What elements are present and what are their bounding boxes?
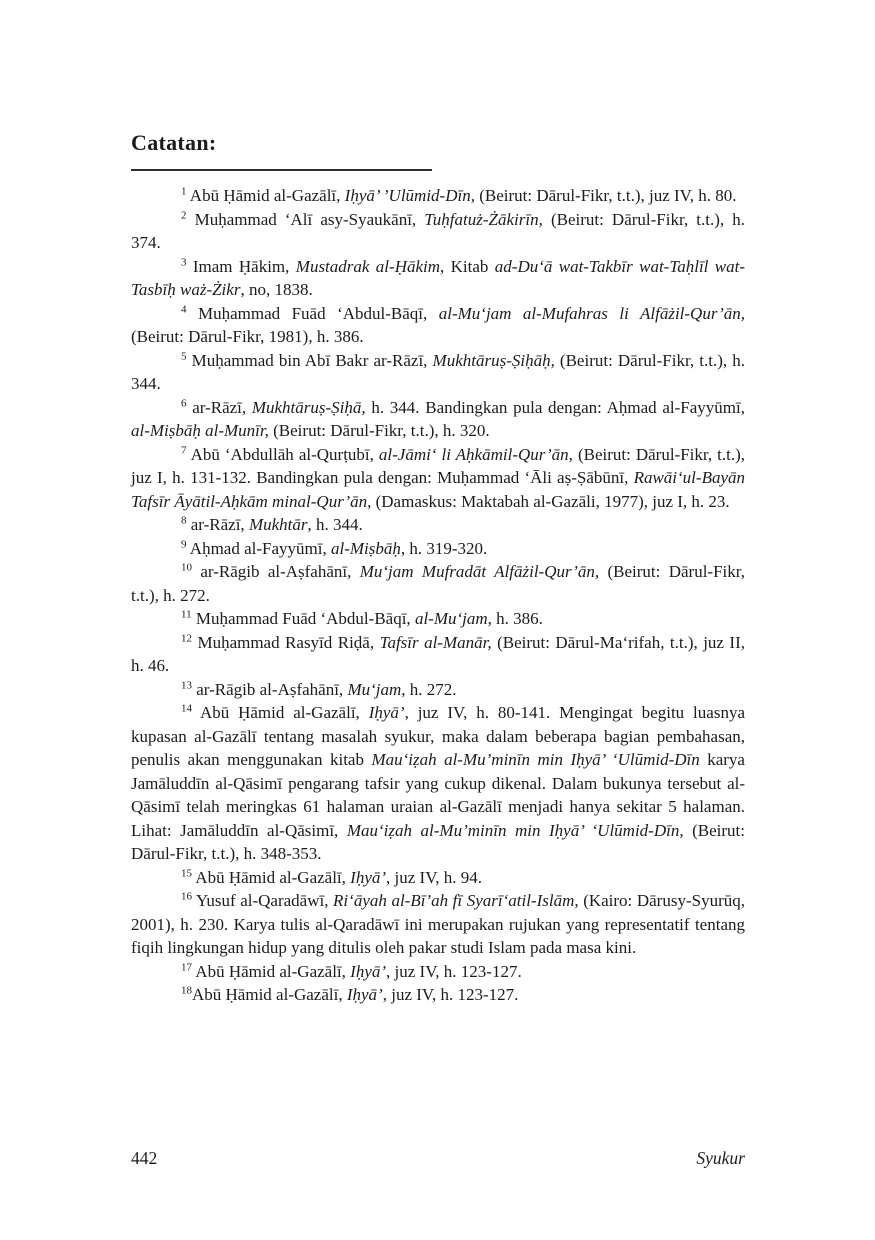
note-text: Abū Ḥāmid al-Gazālī, <box>192 867 351 887</box>
footnote-number: 14 <box>181 702 192 715</box>
footnote-number: 15 <box>181 866 192 879</box>
footnote-10 <box>131 560 745 607</box>
footnote-number: 5 <box>181 349 187 362</box>
work-title: Iḥyā’ ’Ulūmid-Dīn, <box>344 186 475 205</box>
footnote-15 <box>131 866 745 890</box>
work-title: al-Jāmi‘ li Aḥkāmil-Qur’ān, <box>378 444 573 464</box>
notes-heading: Catatan: <box>131 130 217 155</box>
note-text: , h. 344. <box>307 515 363 534</box>
note-text: , juz IV, h. 80-141. Mengingat begitu luasnya kupasan al-Gazālī tentang masalah syukur, maka dalam beberapa bagian pembahasan, penulis akan menggunakan kitab <box>131 703 745 769</box>
footnote-number: 7 <box>181 443 187 456</box>
note-text: ar-Rāgib al-Aṣfahānī, <box>192 679 348 699</box>
footnote-16 <box>131 889 745 960</box>
note-text: , juz IV, h. 94. <box>386 867 483 887</box>
work-title: Mustadrak al-Ḥākim <box>295 256 441 276</box>
work-title: Mu‘jam Mufradāt Alfāżil-Qur’ān, <box>359 562 600 581</box>
work-title: Mau‘iẓah al-Mu’minīn min Iḥyā’ ‘Ulūmid-Dīn, <box>346 820 684 840</box>
footnote-number: 13 <box>181 678 192 691</box>
work-title: Iḥyā’ <box>350 867 387 887</box>
footnote-number: 2 <box>181 208 187 221</box>
work-title: al-Mu‘jam <box>414 609 488 628</box>
footnote-number: 11 <box>181 608 192 621</box>
work-title: al-Miṣbāḥ <box>330 538 401 558</box>
work-title: al-Mu‘jam al-Mufahras li Alfāżil-Qur’ān, <box>438 303 745 323</box>
note-text: (Kairo: Dārusy-Syurūq, 2001), h. 230. Karya tulis al-Qaradāwī ini merupakan rujukan yang representatif tentang fiqih lingkungan hidup yang ditulis oleh pakar studi Islam pada masa kini. <box>131 891 745 957</box>
note-text: Muḥammad Rasyīd Riḍā, <box>192 632 380 652</box>
note-text: ar-Rāzī, <box>186 397 252 417</box>
note-text: (Beirut: Dārul-Fikr, t.t.), h. 374. <box>131 209 745 252</box>
work-title: Mukhtāruṣ-Ṣiḥā, <box>251 397 366 417</box>
footnote-number: 17 <box>181 960 192 973</box>
work-title: Mau‘iẓah al-Mu’minīn min Iḥyā’ ‘Ulūmid-Dīn <box>371 750 700 769</box>
note-text: Abū Ḥāmid al-Gazālī, <box>192 985 347 1004</box>
footnote-6 <box>131 396 745 443</box>
note-text: h. 344. Bandingkan pula dengan: Aḥmad al-Fayyūmī, <box>365 397 746 417</box>
footnote-number: 9 <box>181 537 187 550</box>
notes-section <box>131 130 745 1007</box>
footnote-17 <box>131 960 745 984</box>
work-title: Rawāi‘ul-Bayān Tafsīr Āyātil-Aḥkām minal-Qur’ān, <box>131 468 745 511</box>
running-title: Syukur <box>696 1148 745 1168</box>
work-title: Mukhtār <box>248 515 308 534</box>
page-number: 442 <box>131 1148 158 1168</box>
note-text: (Damaskus: Maktabah al-Gazāli, 1977), juz I, h. 23. <box>371 491 730 511</box>
footnote-7 <box>131 443 745 514</box>
note-text: karya Jamāluddīn al-Qāsimī pengarang tafsir yang cukup dikenal. Dalam bukunya tersebut al-Qāsimī telah meringkas 61 halaman uraian al-Gazālī menjadi hanya sekitar 5 halaman. Lihat: Jamāluddīn al-Qāsimī, <box>131 750 745 840</box>
footnote-14 <box>131 701 745 866</box>
footnote-3 <box>131 255 745 302</box>
work-title: Mu‘jam <box>347 679 402 699</box>
work-title: Iḥyā’ <box>350 961 387 981</box>
note-text: , h. 386. <box>487 609 543 628</box>
footnote-12 <box>131 631 745 678</box>
footnote-number: 8 <box>181 514 187 527</box>
note-text: , juz IV, h. 123-127. <box>386 961 522 981</box>
work-title: Mukhtāruṣ-Ṣiḥāḥ, <box>432 350 555 370</box>
page-footer <box>131 1148 745 1169</box>
footnote-number: 6 <box>181 396 187 409</box>
footnote-9 <box>131 537 745 561</box>
work-title: al-Miṣbāḥ al-Munīr, <box>131 421 269 440</box>
work-title: Tuḥfatuż-Żākirīn, <box>424 209 543 229</box>
note-text: Yusuf al-Qaradāwī, <box>192 891 334 910</box>
work-title: Iḥyā’ <box>346 985 383 1004</box>
note-text: (Beirut: Dārul-Fikr, t.t.), h. 344. <box>131 350 745 393</box>
note-text: (Beirut: Dārul-Ma‘rifah, t.t.), juz II, h. 46. <box>131 632 746 675</box>
note-text: , juz IV, h. 123-127. <box>382 985 519 1004</box>
footnote-number: 12 <box>181 631 192 644</box>
note-text: Muḥammad Fuād ‘Abdul-Bāqī, <box>191 609 415 628</box>
footnote-11 <box>131 607 745 631</box>
note-text: Muḥammad ‘Alī asy-Syaukānī, <box>186 209 425 229</box>
footnote-1 <box>131 184 745 208</box>
note-text: Abū Ḥāmid al-Gazālī, <box>192 703 369 722</box>
work-title: ad-Du‘ā wat-Takbīr wat-Taḥlīl wat-Tasbīḥ waż-Żikr <box>131 256 745 299</box>
note-text: Muḥammad bin Abī Bakr ar-Rāzī, <box>186 350 433 370</box>
footnote-4 <box>131 302 745 349</box>
note-text: Imam Ḥākim, <box>186 256 296 276</box>
note-text: , h. 272. <box>401 679 457 699</box>
note-text: Muḥammad Fuād ‘Abdul-Bāqī, <box>186 303 439 323</box>
note-text: ar-Rāgib al-Aṣfahānī, <box>192 562 360 581</box>
footnote-13 <box>131 678 745 702</box>
footnote-number: 1 <box>181 185 187 198</box>
note-text: Abū ‘Abdullāh al-Qurṭubī, <box>186 444 379 464</box>
note-text: ar-Rāzī, <box>186 515 249 534</box>
note-text: (Beirut: Dārul-Fikr, t.t.), juz IV, h. 80. <box>474 186 737 205</box>
work-title: Ri‘āyah al-Bī’ah fī Syarī‘atil-Islām, <box>333 891 579 910</box>
note-text: (Beirut: Dārul-Fikr, 1981), h. 386. <box>131 327 364 346</box>
work-title: Iḥyā’ <box>368 703 405 722</box>
footnote-number: 16 <box>181 890 192 903</box>
note-text: (Beirut: Dārul-Fikr, t.t.), juz I, h. 131-132. Bandingkan pula dengan: Muḥammad ‘Āli aṣ-Ṣābūnī, <box>131 444 745 487</box>
footnote-number: 10 <box>181 561 192 574</box>
note-text: , no, 1838. <box>240 280 313 299</box>
footnote-number: 3 <box>181 255 187 268</box>
footnote-8 <box>131 513 745 537</box>
note-text: (Beirut: Dārul-Fikr, t.t.), h. 272. <box>131 562 746 605</box>
note-text: Abū Ḥāmid al-Gazālī, <box>186 186 345 205</box>
footnote-separator-rule <box>131 169 432 171</box>
footnote-18 <box>131 983 745 1007</box>
footnote-number: 18 <box>181 984 192 997</box>
note-text: (Beirut: Dārul-Fikr, t.t.), h. 320. <box>268 421 490 440</box>
note-text: , h. 319-320. <box>400 538 488 558</box>
footnote-number: 4 <box>181 302 187 315</box>
note-text: (Beirut: Dārul-Fikr, t.t.), h. 348-353. <box>131 820 745 863</box>
footnote-2 <box>131 208 745 255</box>
work-title: Tafsīr al-Manār, <box>379 632 492 652</box>
note-text: , Kitab <box>440 256 495 276</box>
note-text: Abū Ḥāmid al-Gazālī, <box>192 961 351 981</box>
footnotes-list <box>131 184 745 1007</box>
footnote-5 <box>131 349 745 396</box>
note-text: Aḥmad al-Fayyūmī, <box>186 538 331 558</box>
